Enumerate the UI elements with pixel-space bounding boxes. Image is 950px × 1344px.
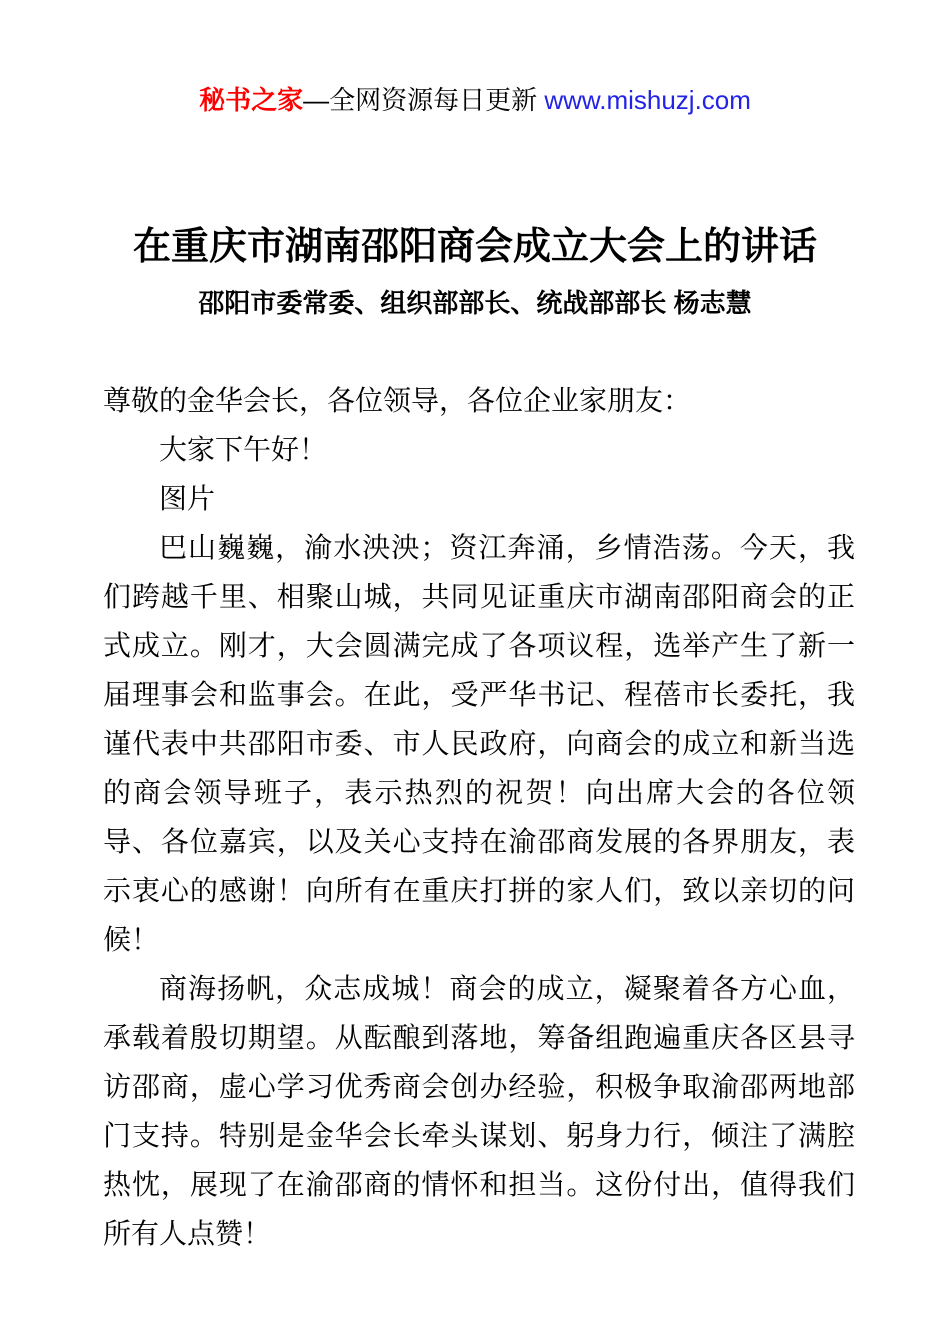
site-tagline: —全网资源每日更新 (303, 85, 545, 115)
paragraph: 图片 (159, 483, 216, 514)
paragraph: 商海扬帆，众志成城！商会的成立，凝聚着各方心血，承载着殷切期望。从酝酿到落地，筹备组跑遍重庆各区县寻访邵商，虚心学习优秀商会创办经验，积极争取渝邵两地部门支持。特别是金华会长牵头谋划、躬身力行，倾注了满腔热忱，展现了在渝邵商的情怀和担当。这份付出，值得我们所有人点赞！ (103, 973, 855, 1249)
document-title: 在重庆市湖南邵阳商会成立大会上的讲话 (132, 226, 817, 268)
site-brand: 秘书之家 (199, 85, 304, 115)
paragraph: 大家下午好！ (159, 434, 328, 465)
paragraph: 巴山巍巍，渝水泱泱；资江奔涌，乡情浩荡。今天，我们跨越千里、相聚山城，共同见证重庆市湖南邵阳商会的正式成立。刚才，大会圆满完成了各项议程，选举产生了新一届理事会和监事会。在此，受严华书记、程蓓市长委托，我谨代表中共邵阳市委、市人民政府，向商会的成立和新当选的商会领导班子，表示热烈的祝贺！向出席大会的各位领导、各位嘉宾，以及关心支持在渝邵商发展的各界朋友，表示衷心的感谢！向所有在重庆打拼的家人们，致以亲切的问候！ (103, 532, 855, 955)
document-body (0, 376, 950, 1258)
document-subtitle: 邵阳市委常委、组织部部长、统战部部长 杨志慧 (198, 288, 752, 318)
site-header (0, 0, 950, 117)
site-url-link[interactable]: www.mishuzj.com (544, 85, 751, 115)
paragraph: 尊敬的金华会长，各位领导，各位企业家朋友： (103, 385, 692, 416)
